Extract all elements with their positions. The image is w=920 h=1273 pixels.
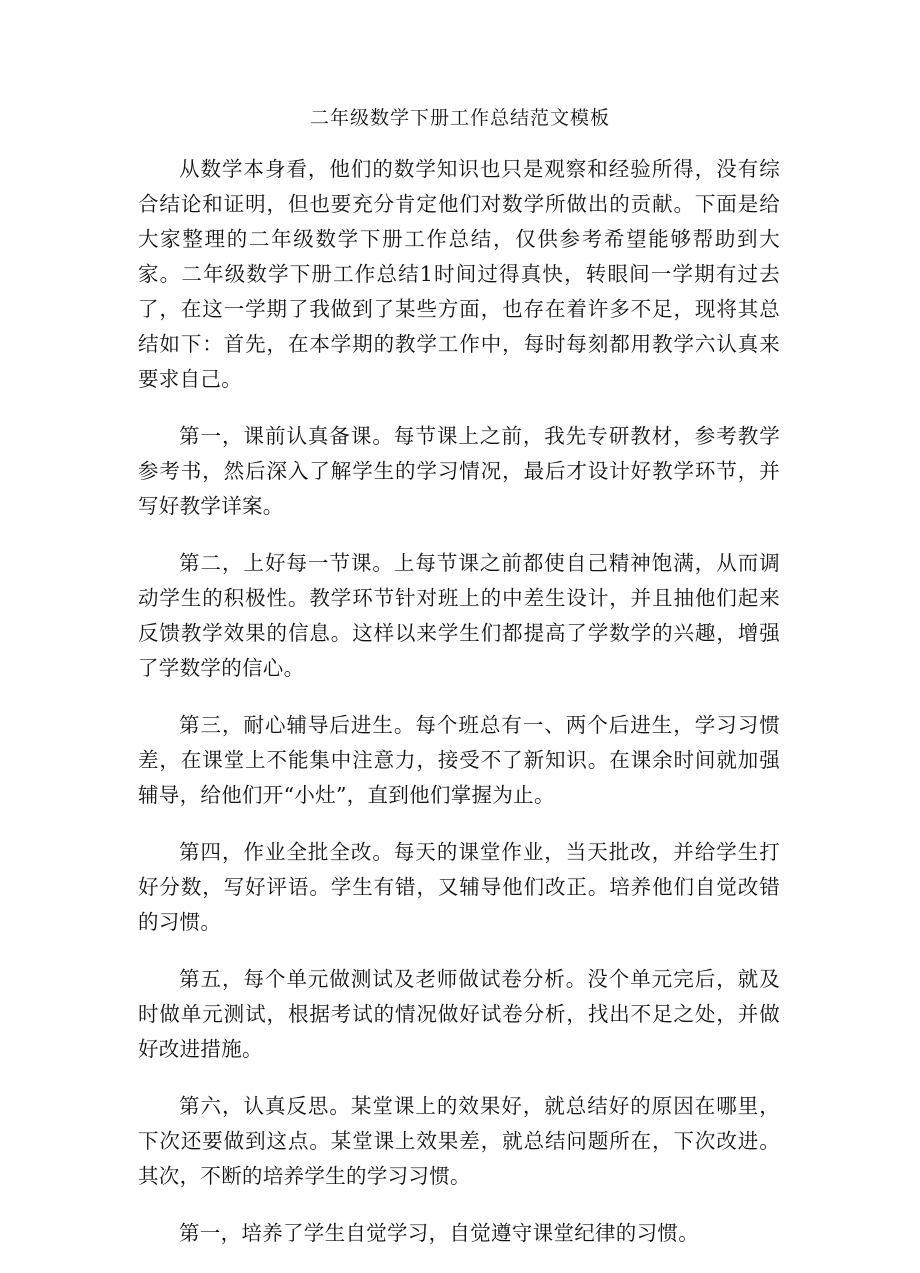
paragraph-intro: 从数学本身看，他们的数学知识也只是观察和经验所得，没有综合结论和证明，但也要充分肯定他们对数学所做出的贡献。下面是给大家整理的二年级数学下册工作总结，仅供参考希望能够帮助到大家。二年级数学下册工作总结1时间过得真快，转眼间一学期有过去了，在这一学期了我做到了某些方面，也存在着许多不足，现将其总结如下：首先，在本学期的教学工作中，每时每刻都用教学六认真来要求自己。 [138, 157, 780, 391]
paragraph-second-lesson: 第二，上好每一节课。上每节课之前都使自己精神饱满，从而调动学生的积极性。教学环节针对班上的中差生设计，并且抽他们起来反馈教学效果的信息。这样以来学生们都提高了学数学的兴趣，增强了学数学的信心。 [138, 551, 780, 680]
paragraph-fifth-testing: 第五，每个单元做测试及老师做试卷分析。没个单元完后，就及时做单元测试，根据考试的情况做好试卷分析，找出不足之处，并做好改进措施。 [138, 967, 780, 1061]
paragraph-fourth-homework: 第四，作业全批全改。每天的课堂作业，当天批改，并给学生打好分数，写好评语。学生有错，又辅导他们改正。培养他们自觉改错的习惯。 [138, 840, 780, 934]
paragraph-sixth-reflection: 第六，认真反思。某堂课上的效果好，就总结好的原因在哪里，下次还要做到这点。某堂课上效果差，就总结问题所在，下次改进。其次，不断的培养学生的学习习惯。 [138, 1094, 780, 1188]
paragraph-first-prep: 第一，课前认真备课。每节课上之前，我先专研教材，参考教学参考书，然后深入了解学生的学习情况，最后才设计好教学环节，并写好教学详案。 [138, 424, 780, 518]
document-title: 二年级数学下册工作总结范文模板 [309, 107, 610, 129]
document-body [138, 152, 780, 1273]
paragraph-third-tutoring: 第三，耐心辅导后进生。每个班总有一、两个后进生，学习习惯差，在课堂上不能集中注意力，接受不了新知识。在课余时间就加强辅导，给他们开“小灶”，直到他们掌握为止。 [138, 713, 780, 807]
paragraph-habit-first: 第一，培养了学生自觉学习，自觉遵守课堂纪律的习惯。 [179, 1221, 699, 1245]
